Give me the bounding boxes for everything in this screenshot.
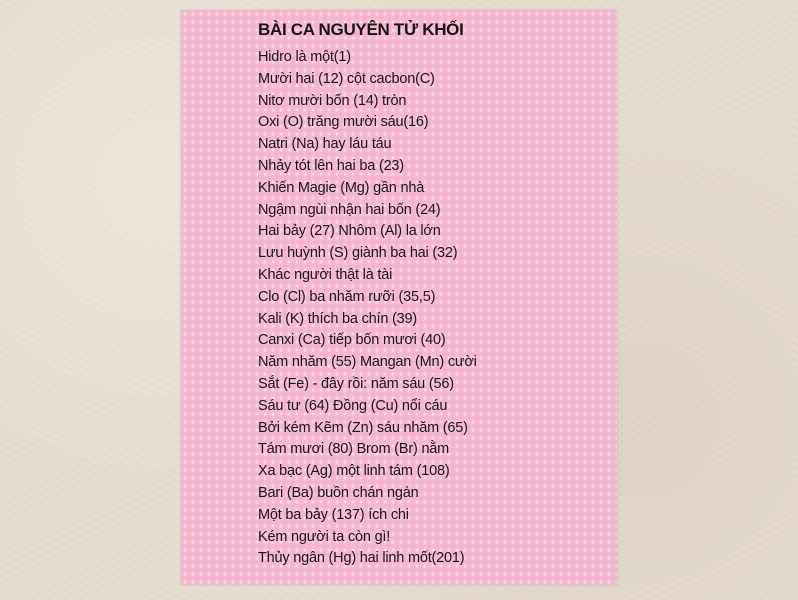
poem-card <box>181 10 617 585</box>
poem-lines <box>258 47 477 570</box>
poem-line: Sắt (Fe) - đây rồi: năm sáu (56) <box>258 375 454 392</box>
poem-line: Mười hai (12) cột cacbon(C) <box>258 70 435 87</box>
poem-line: Thủy ngân (Hg) hai linh mốt(201) <box>258 550 465 567</box>
poem-line: Năm nhăm (55) Mangan (Mn) cười <box>258 354 477 371</box>
poem-line: Hidro là một(1) <box>258 49 351 65</box>
poem-line: Hai bảy (27) Nhôm (Al) la lớn <box>258 223 441 240</box>
poem-title: BÀI CA NGUYÊN TỬ KHỐI <box>258 20 464 39</box>
poem-line: Natri (Na) hay láu táu <box>258 136 392 153</box>
poem-line: Clo (Cl) ba nhăm rưỡi (35,5) <box>258 288 436 305</box>
poem-line: Lưu huỳnh (S) giành ba hai (32) <box>258 245 458 262</box>
poem-line: Canxi (Ca) tiếp bốn mươi (40) <box>258 332 446 349</box>
poem-line: Bari (Ba) buồn chán ngán <box>258 484 419 501</box>
poem-line: Khác người thật là tài <box>258 266 393 283</box>
poem-line: Nitơ mười bốn (14) tròn <box>258 92 407 109</box>
poem-line: Kém người ta còn gì! <box>258 528 391 545</box>
poem-line: Sáu tư (64) Đồng (Cu) nổi cáu <box>258 397 448 414</box>
poem-line: Xa bạc (Ag) một linh tám (108) <box>258 463 450 480</box>
poem-line: Kali (K) thích ba chín (39) <box>258 310 418 327</box>
poem-line: Oxi (O) trăng mười sáu(16) <box>258 114 429 131</box>
poem-line: Nhảy tót lên hai ba (23) <box>258 157 404 174</box>
poem-line: Ngậm ngùi nhận hai bốn (24) <box>258 201 441 218</box>
poem-line: Khiến Magie (Mg) gần nhà <box>258 179 425 196</box>
poem-line: Một ba bảy (137) ích chi <box>258 506 409 523</box>
poem-line: Bởi kém Kẽm (Zn) sáu nhăm (65) <box>258 419 468 436</box>
poem-line: Tám mươi (80) Brom (Br) nằm <box>258 441 450 458</box>
